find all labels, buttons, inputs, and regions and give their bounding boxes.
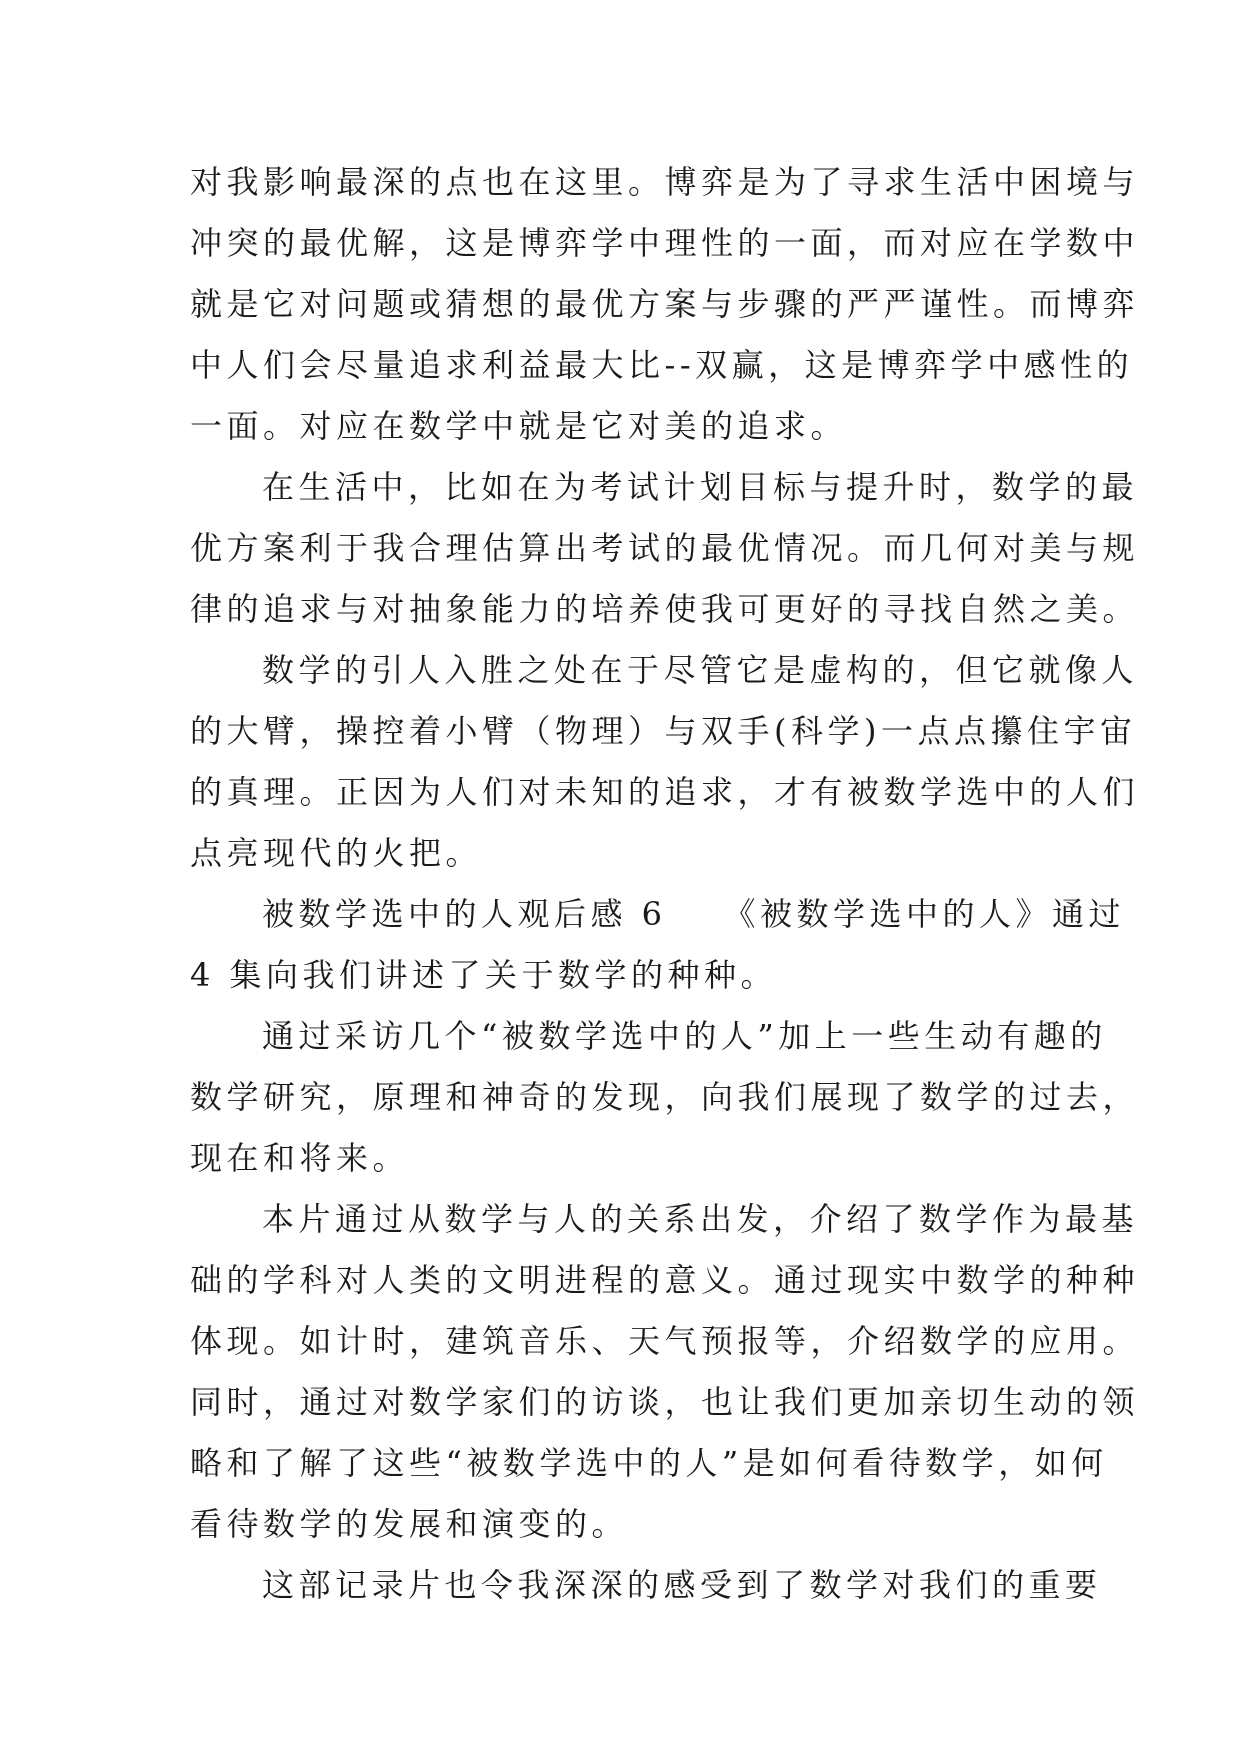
paragraph-first-line: 这部记录片也令我深深的感受到了数学对我们的重要	[262, 1566, 1102, 1604]
body-text	[190, 152, 1140, 1616]
paragraph-first-line: 在生活中，比如在为考试计划目标与提升时，数学的最	[262, 468, 1139, 506]
text-line: 点亮现代的火把。	[190, 834, 483, 872]
text-line: 就是它对问题或猜想的最优方案与步骤的严严谨性。而博弈	[190, 285, 1140, 323]
text-line: 冲突的最优解，这是博弈学中理性的一面，而对应在学数中	[190, 224, 1140, 262]
paragraph-first-line: 数学的引人入胜之处在于尽管它是虚构的，但它就像人	[262, 651, 1139, 689]
text-line: 一面。对应在数学中就是它对美的追求。	[190, 407, 848, 445]
text-line: 中人们会尽量追求利益最大比--双赢，这是博弈学中感性的	[190, 346, 1134, 384]
text-line: 数学研究，原理和神奇的发现，向我们展现了数学的过去，	[190, 1078, 1140, 1116]
text-line: 看待数学的发展和演变的。	[190, 1505, 629, 1543]
text-line: 体现。如计时，建筑音乐、天气预报等，介绍数学的应用。	[190, 1322, 1140, 1360]
paragraph-first-line: 本片通过从数学与人的关系出发，介绍了数学作为最基	[262, 1200, 1139, 1238]
text-line: 同时，通过对数学家们的访谈，也让我们更加亲切生动的领	[190, 1383, 1140, 1421]
paragraph-first-line: 通过采访几个“被数学选中的人”加上一些生动有趣的	[262, 1017, 1107, 1055]
text-line: 对我影响最深的点也在这里。博弈是为了寻求生活中困境与	[190, 163, 1140, 201]
text-line: 的大臂，操控着小臂（物理）与双手(科学)一点点攥住宇宙	[190, 712, 1137, 750]
text-line: 优方案利于我合理估算出考试的最优情况。而几何对美与规	[190, 529, 1140, 567]
paragraph-first-line: 被数学选中的人观后感 6 《被数学选中的人》通过	[262, 895, 1126, 933]
text-line: 律的追求与对抽象能力的培养使我可更好的寻找自然之美。	[190, 590, 1140, 628]
text-line: 础的学科对人类的文明进程的意义。通过现实中数学的种种	[190, 1261, 1140, 1299]
text-line: 略和了解了这些“被数学选中的人”是如何看待数学，如何	[190, 1444, 1108, 1482]
text-line: 现在和将来。	[190, 1139, 410, 1177]
text-line: 4 集向我们讲述了关于数学的种种。	[190, 956, 778, 994]
text-line: 的真理。正因为人们对未知的追求，才有被数学选中的人们	[190, 773, 1140, 811]
